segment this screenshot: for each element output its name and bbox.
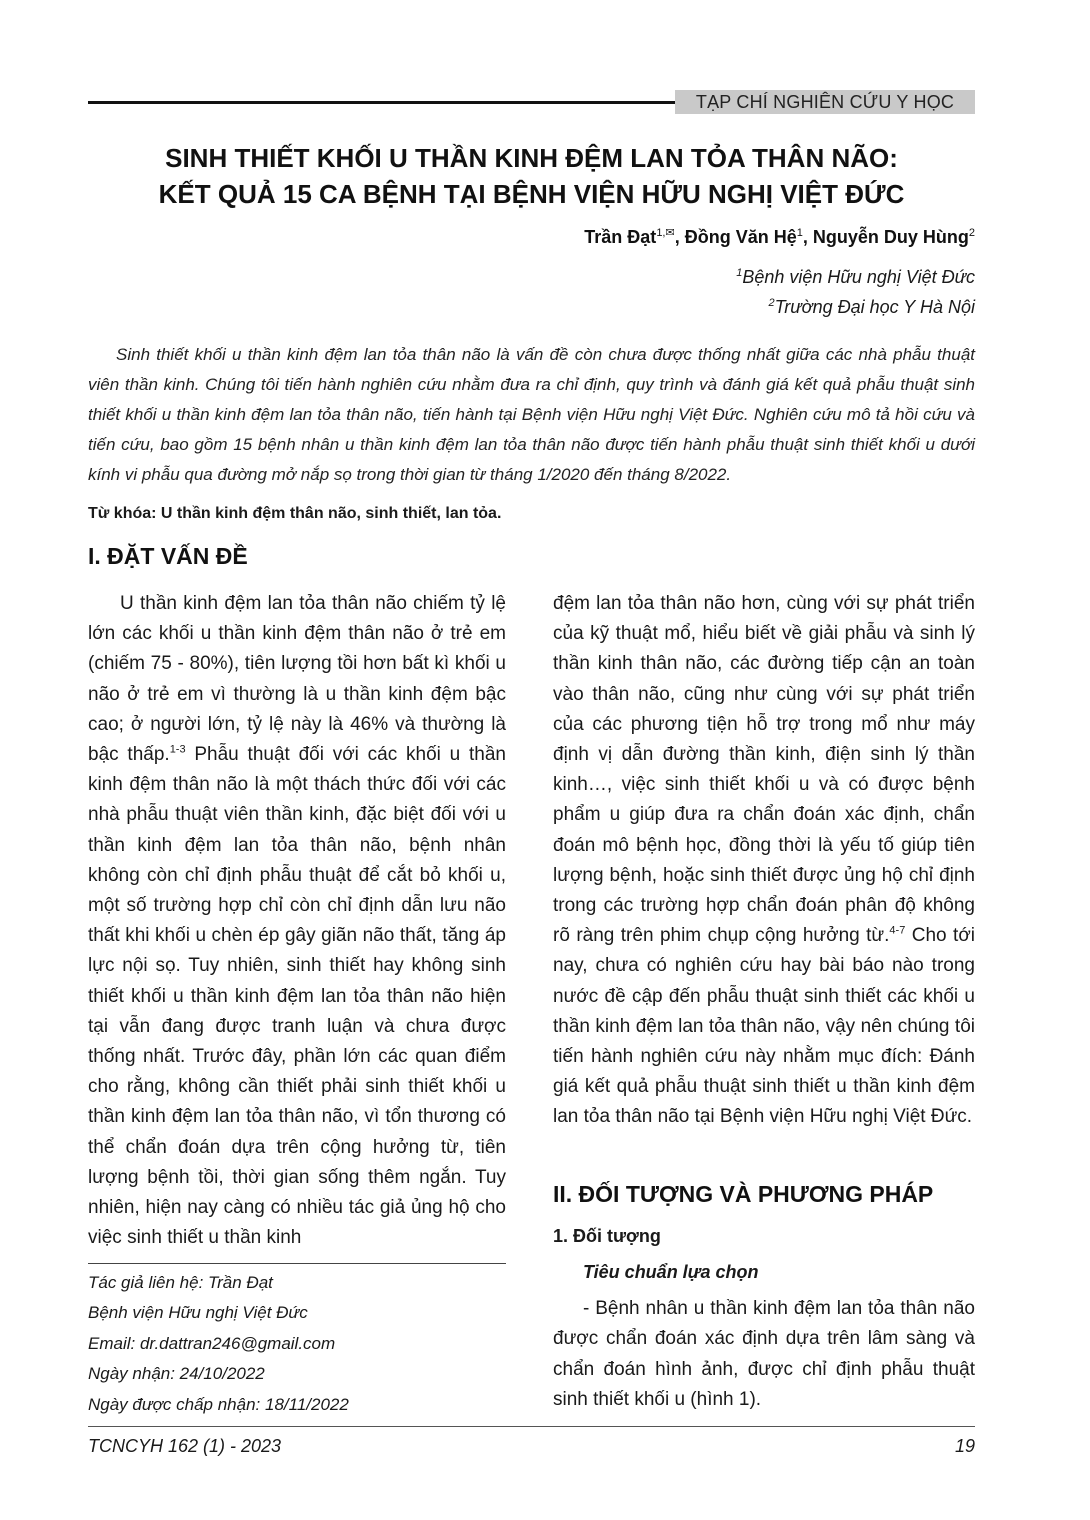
affiliation-text: Trường Đại học Y Hà Nội	[774, 297, 975, 317]
intro-text: đệm lan tỏa thân não hơn, cùng với sự phát triển của kỹ thuật mổ, hiểu biết về giải phẫu và sinh lý thần kinh thân não, các đường tiếp cận an toàn vào thân não, cũng như cùng với sự phát triển của các phương tiện hỗ trợ trong mổ như máy định vị dẫn đường thần kinh, điện sinh lý thần kinh…, việc sinh thiết khối u và có được bệnh phẩm u giúp đưa ra chẩn đoán xác định, chẩn đoán mô bệnh học, đồng thời là yếu tố giúp tiên lượng bệnh, hoặc sinh thiết được ủng hộ chỉ định trong các trường hợp chẩn đoán phân độ không rõ ràng trên phim chụp cộng hưởng từ.	[553, 593, 975, 947]
affiliation-2	[769, 297, 976, 318]
intro-text: U thần kinh đệm lan tỏa thân não chiếm tỷ lệ lớn các khối u thần kinh đệm thân não ở trẻ em (chiếm 75 - 80%), tiên lượng tồi hơn bất kì khối u não ở trẻ em vì thường là u thần kinh đệm bậc cao; ở người lớn, tỷ lệ này là 46% và thường là bậc thấp.	[88, 593, 506, 766]
footer-rule	[88, 1426, 975, 1427]
affiliation-1	[736, 267, 975, 288]
correspondence-footnote	[88, 1268, 506, 1420]
title-line-2: KẾT QUẢ 15 CA BỆNH TẠI BỆNH VIỆN HỮU NGHỊ VIỆT ĐỨC	[158, 179, 905, 209]
affiliation-mark: 2	[768, 297, 775, 309]
citation-ref: 4-7	[889, 924, 906, 937]
author-name: Đồng Văn Hệ	[684, 227, 797, 247]
subsubsection-heading: Tiêu chuẩn lựa chọn	[583, 1262, 759, 1282]
section-2-heading: II. ĐỐI TƯỢNG VÀ PHƯƠNG PHÁP	[553, 1181, 934, 1207]
author-affil-mark: 1,✉	[656, 227, 675, 239]
footnote-line: Bệnh viện Hữu nghị Việt Đức	[88, 1303, 308, 1323]
intro-left-column	[88, 589, 506, 1253]
intro-text: Phẫu thuật đối với các khối u thần kinh đệm thân não là một thách thức đối với các nhà phẫu thuật viên thần kinh, đặc biệt đối với u thần kinh đệm lan tỏa thân não, bệnh nhân không còn chỉ định phẫu thuật để cắt bỏ khối u, một số trường hợp chỉ còn chỉ định dẫn lưu não thất khi khối u chèn ép gây giãn não thất, tăng áp lực nội sọ. Tuy nhiên, sinh thiết hay không sinh thiết khối u thần kinh đệm lan tỏa thân não hiện tại vẫn đang được tranh luận và chưa được thống nhất. Trước đây, phần lớn các quan điểm cho rằng, không cần thiết phải sinh thiết khối u thần kinh đệm lan tỏa thân não, vì tổn thương có thể chẩn đoán dựa trên cộng hưởng từ, tiên lượng bệnh tồi, thời gian sống thêm ngắn. Tuy nhiên, hiện nay càng có nhiều tác giả ủng hộ cho việc sinh thiết u thần kinh	[88, 744, 507, 1249]
intro-right-column	[553, 589, 975, 1133]
footnote-line: Ngày được chấp nhận: 18/11/2022	[88, 1394, 349, 1414]
article-title	[88, 140, 975, 212]
page-number: 19	[954, 1436, 975, 1456]
abstract: Sinh thiết khối u thần kinh đệm lan tỏa thân não là vấn đề còn chưa được thống nhất giữa các nhà phẫu thuật viên thần kinh. Chúng tôi tiến hành nghiên cứu nhằm đưa ra chỉ định, quy trình và đánh giá kết quả phẫu thuật sinh thiết khối u thần kinh đệm lan tỏa thân não, tiến hành tại Bệnh viện Hữu nghị Việt Đức. Nghiên cứu mô tả hồi cứu và tiến cứu, bao gồm 15 bệnh nhân u thần kinh đệm lan tỏa thân não được tiến hành phẫu thuật sinh thiết khối u dưới kính vi phẫu qua đường mở nắp sọ trong thời gian từ tháng 1/2020 đến tháng 8/2022.	[88, 345, 975, 484]
section-1-heading: I. ĐẶT VẤN ĐỀ	[88, 543, 248, 569]
footnote-line: Ngày nhận: 24/10/2022	[88, 1364, 265, 1384]
subsection-heading: 1. Đối tượng	[553, 1226, 661, 1246]
title-line-1: SINH THIẾT KHỐI U THẦN KINH ĐỆM LAN TỎA THÂN NÃO:	[165, 143, 898, 173]
citation-ref: 1-3	[169, 743, 186, 756]
journal-issue: TCNCYH 162 (1) - 2023	[88, 1436, 282, 1456]
footnote-line: Tác giả liên hệ: Trần Đạt	[88, 1273, 273, 1292]
affiliation-mark: 1	[736, 267, 743, 279]
author-list: Trần Đạt$^{1,✉}$, Đồng Văn Hệ$^1$, Nguyễn Duy Hùng$^2$	[584, 227, 975, 247]
keywords: Từ khóa: U thần kinh đệm thân não, sinh thiết, lan tỏa.	[88, 505, 502, 522]
affiliation-text: Bệnh viện Hữu nghị Việt Đức	[742, 267, 975, 287]
author-affil-mark: 1	[796, 227, 803, 239]
author-affil-mark: 2	[968, 227, 975, 239]
header-rule	[88, 101, 688, 104]
footnote-rule	[88, 1263, 506, 1264]
inclusion-criteria: - Bệnh nhân u thần kinh đệm lan tỏa thân não được chẩn đoán xác định dựa trên lâm sàng và chẩn đoán hình ảnh, được chỉ định phẫu thuật sinh thiết khối u (hình 1).	[553, 1298, 975, 1411]
journal-name: TẠP CHÍ NGHIÊN CỨU Y HỌC	[675, 90, 975, 114]
footnote-line: Email: dr.dattran246@gmail.com	[88, 1333, 336, 1353]
author-name: Nguyễn Duy Hùng	[812, 227, 969, 247]
author-name: Trần Đạt	[584, 227, 657, 247]
intro-text: Cho tới nay, chưa có nghiên cứu hay bài báo nào trong nước đề cập đến phẫu thuật sinh thiết các khối u thần kinh đệm lan tỏa thân não, vậy nên chúng tôi tiến hành nghiên cứu này nhằm mục đích: Đánh giá kết quả phẫu thuật sinh thiết u thần kinh đệm lan tỏa thân não tại Bệnh viện Hữu nghị Việt Đức.	[553, 925, 976, 1128]
